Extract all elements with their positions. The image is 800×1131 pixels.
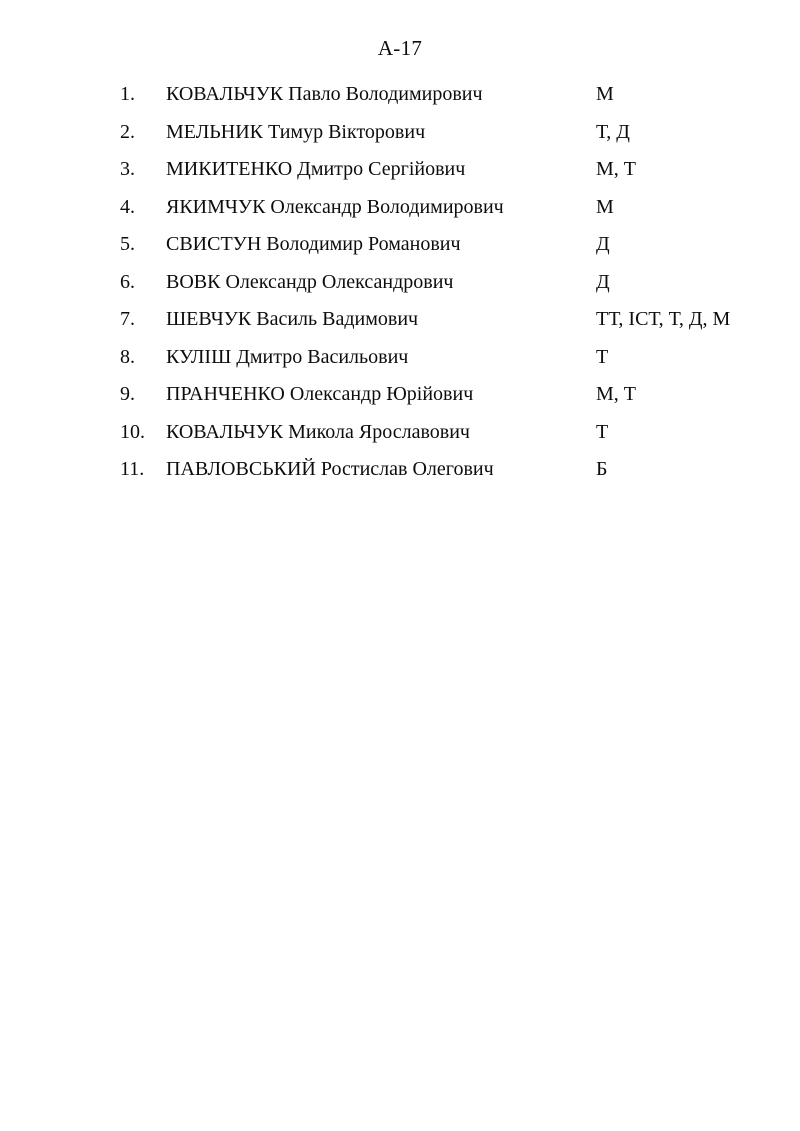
entry-name: КОВАЛЬЧУК Павло Володимирович [166,83,483,105]
entry-codes: Т, Д [596,120,630,143]
entry-number: 2. [120,120,135,143]
list-item [0,233,800,271]
page-title: A-17 [377,36,423,60]
entry-number: 6. [120,270,135,293]
entry-codes: Б [596,458,608,480]
list-item [0,308,800,346]
entry-name: МИКИТЕНКО Дмитро Сергійович [166,158,466,180]
entry-number: 10. [120,420,145,443]
entry-codes: Д [596,270,610,293]
entry-name: СВИСТУН Володимир Романович [166,233,461,255]
entry-number: 11. [120,458,145,480]
entry-number: 9. [120,383,135,405]
entry-number: 8. [120,345,135,368]
entry-number: 4. [120,195,135,218]
entry-name: МЕЛЬНИК Тимур Вікторович [166,120,426,143]
entry-codes: Д [596,233,610,255]
entry-list [0,83,800,496]
entry-name: ПРАНЧЕНКО Олександр Юрійович [166,383,474,405]
entry-codes: М, Т [596,383,636,405]
entry-name: ПАВЛОВСЬКИЙ Ростислав Олегович [166,458,494,480]
list-item [0,271,800,309]
entry-name: КОВАЛЬЧУК Микола Ярославович [166,420,470,443]
entry-name: КУЛІШ Дмитро Васильович [166,345,409,368]
entry-name: ЯКИМЧУК Олександр Володимирович [166,195,504,218]
list-item [0,158,800,196]
list-item [0,196,800,234]
list-item [0,83,800,121]
entry-number: 1. [120,83,135,105]
list-item [0,383,800,421]
entry-codes: М [596,83,614,105]
list-item [0,121,800,159]
entry-codes: Т [596,420,609,443]
entry-number: 5. [120,233,135,255]
entry-number: 7. [120,308,135,330]
entry-name: ВОВК Олександр Олександрович [166,270,454,293]
entry-codes: ТТ, ІСТ, Т, Д, М [596,308,731,330]
entry-codes: Т [596,345,609,368]
entry-number: 3. [120,158,135,180]
entry-codes: М, Т [596,158,636,180]
list-item [0,346,800,384]
entry-codes: М [596,195,614,218]
entry-name: ШЕВЧУК Василь Вадимович [166,308,419,330]
list-item [0,458,800,496]
list-item [0,421,800,459]
